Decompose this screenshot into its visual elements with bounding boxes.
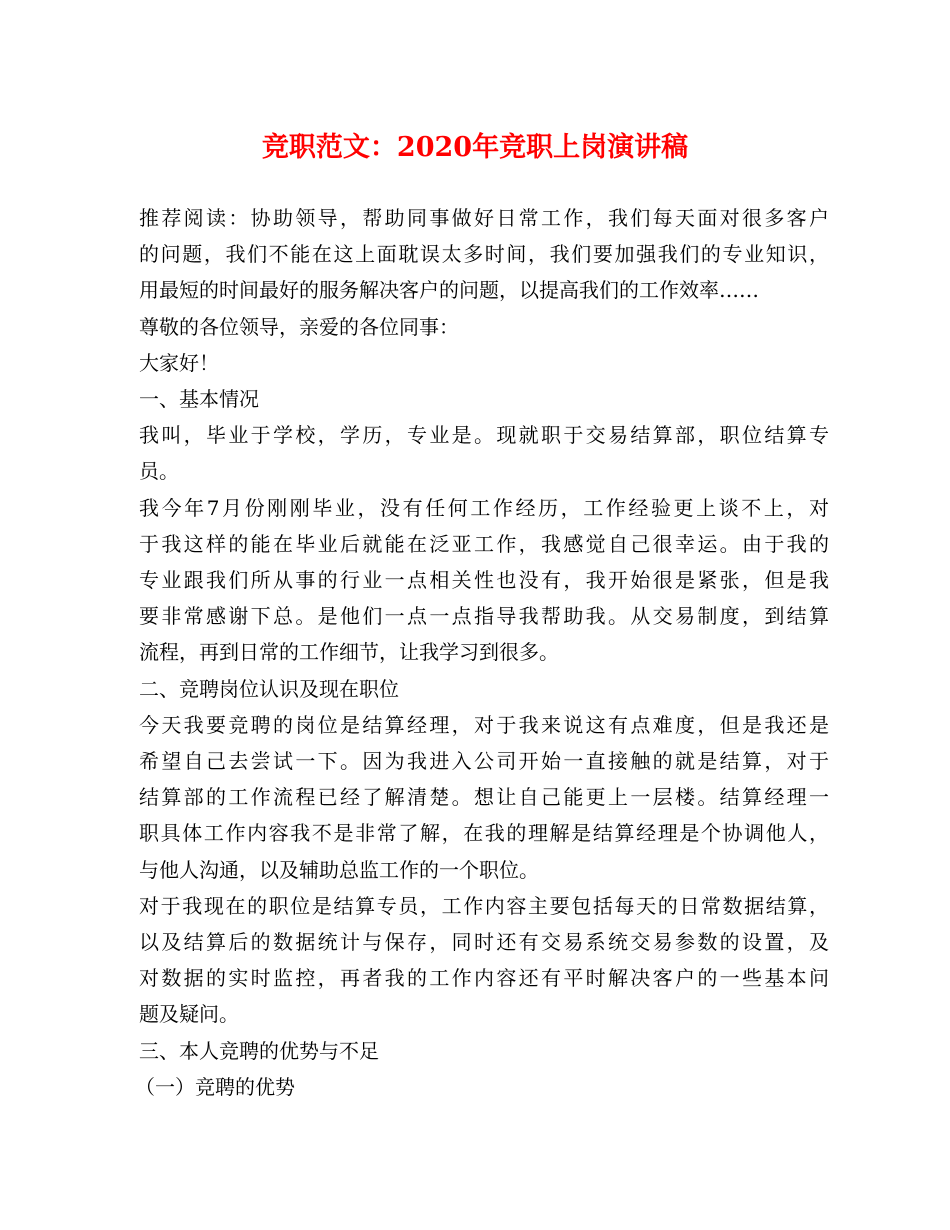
paragraph-line: 员。: [139, 459, 179, 484]
paragraph: [139, 888, 829, 1033]
paragraph-line: 要非常感谢下总。是他们一点一点指导我帮助我。从交易制度，到结算: [139, 604, 829, 629]
paragraph-line: 职具体工作内容我不是非常了解，在我的理解是结算经理是个协调他人，: [139, 821, 829, 846]
paragraph: [139, 381, 829, 417]
paragraph: [139, 417, 829, 489]
paragraph-line: 的问题，我们不能在这上面耽误太多时间，我们要加强我们的专业知识，: [139, 242, 829, 267]
document-body: [135, 200, 829, 1105]
paragraph-line: 二、竞聘岗位认识及现在职位: [139, 676, 399, 701]
paragraph: [139, 671, 829, 707]
paragraph-line: 对于我现在的职位是结算专员，工作内容主要包括每天的日常数据结算，: [139, 893, 829, 918]
paragraph-line: 对数据的实时监控，再者我的工作内容还有平时解决客户的一些基本问: [139, 966, 829, 991]
paragraph: [139, 707, 829, 888]
paragraph-line: 一、基本情况: [139, 387, 259, 412]
paragraph: [135, 1069, 829, 1105]
paragraph-line: 今天我要竞聘的岗位是结算经理，对于我来说这有点难度，但是我还是: [139, 712, 829, 737]
paragraph-line: 题及疑问。: [139, 1002, 239, 1027]
paragraph: [139, 345, 829, 381]
paragraph-line: 以及结算后的数据统计与保存，同时还有交易系统交易参数的设置，及: [139, 930, 829, 955]
paragraph-line: 于我这样的能在毕业后就能在泛亚工作，我感觉自己很幸运。由于我的: [139, 531, 829, 556]
paragraph: [139, 309, 829, 345]
document-title: 竞职范文：2020年竞职上岗演讲稿: [261, 132, 689, 163]
paragraph-line: 我今年7月份刚刚毕业，没有任何工作经历，工作经验更上谈不上，对: [139, 495, 829, 520]
paragraph-line: 尊敬的各位领导，亲爱的各位同事：: [139, 314, 459, 339]
paragraph-line: 流程，再到日常的工作细节，让我学习到很多。: [139, 640, 559, 665]
paragraph: [139, 490, 829, 671]
paragraph-line: （一）竞聘的优势: [135, 1074, 295, 1099]
paragraph-line: 用最短的时间最好的服务解决客户的问题，以提高我们的工作效率……: [139, 278, 759, 303]
paragraph-line: 我叫，毕业于学校，学历，专业是。现就职于交易结算部，职位结算专: [139, 423, 829, 448]
paragraph-line: 与他人沟通，以及辅助总监工作的一个职位。: [139, 857, 539, 882]
paragraph-line: 推荐阅读：协助领导，帮助同事做好日常工作，我们每天面对很多客户: [139, 206, 829, 230]
paragraph: [139, 1033, 829, 1069]
paragraph-line: 希望自己去尝试一下。因为我进入公司开始一直接触的就是结算，对于: [139, 749, 829, 774]
paragraph-line: 大家好！: [139, 350, 219, 375]
paragraph-line: 专业跟我们所从事的行业一点相关性也没有，我开始很是紧张，但是我: [139, 568, 829, 593]
paragraph-line: 结算部的工作流程已经了解清楚。想让自己能更上一层楼。结算经理一: [139, 785, 829, 810]
paragraph-line: 三、本人竞聘的优势与不足: [139, 1038, 379, 1063]
paragraph: [139, 200, 829, 309]
